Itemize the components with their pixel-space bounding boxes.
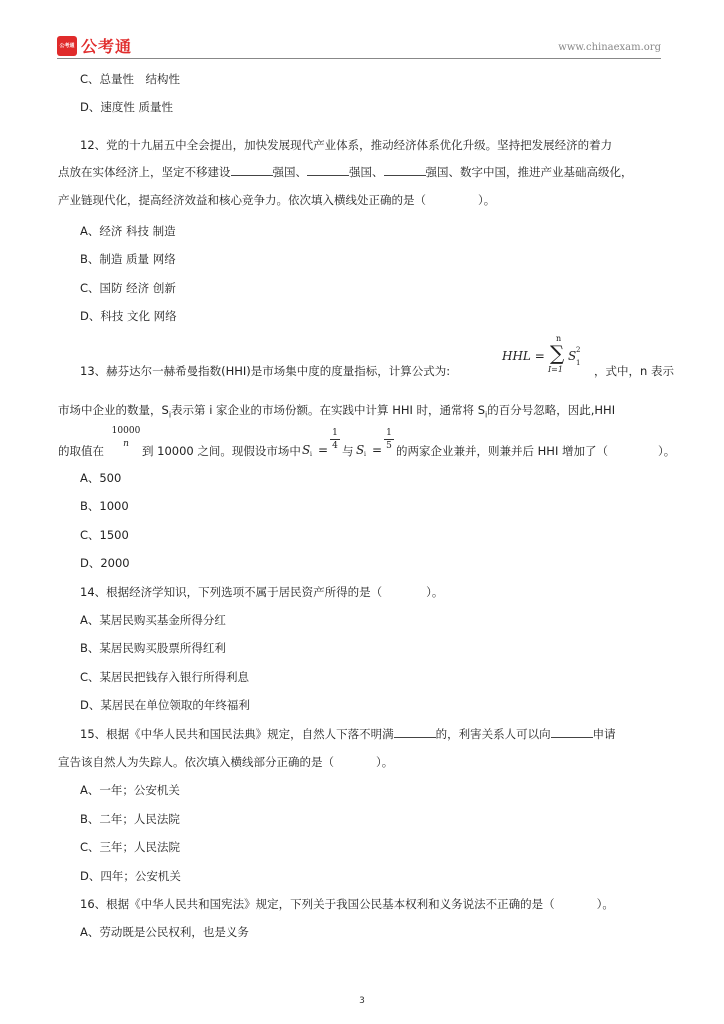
page-header — [57, 34, 661, 58]
q13-stem-line-3d: 的两家企业兼并，则兼并后 HHI 增加了（ ）。 — [396, 444, 676, 458]
q16-stem: 16、根据《中华人民共和国宪法》规定，下列关于我国公民基本权利和义务说法不正确的是（ ）。 — [80, 897, 614, 911]
q13-stem-line-1b: ，式中，n 表示 — [594, 364, 674, 378]
header-divider — [57, 58, 661, 59]
q13-option-c: C、1500 — [80, 528, 129, 542]
q14-stem: 14、根据经济学知识，下列选项不属于居民资产所得的是（ ）。 — [80, 585, 444, 599]
q11-option-c: C、总量性 结构性 — [80, 72, 181, 86]
q13-stem-conj: 与 — [342, 444, 354, 458]
q13-stem-line-3b: 到 10000 之间。现假设市场中 — [142, 444, 301, 458]
site-url: www.chinaexam.org — [558, 42, 661, 53]
q12-option-b: B、制造 质量 网络 — [80, 252, 176, 266]
q15-option-a: A、一年；公安机关 — [80, 783, 180, 797]
q15-stem-line-1: 15、根据《中华人民共和国民法典》规定，自然人下落不明满 的，利害关系人可以向 申请 — [80, 727, 616, 741]
q12-option-d: D、科技 文化 网络 — [80, 309, 177, 323]
q12-option-a: A、经济 科技 制造 — [80, 224, 176, 238]
page-number: 3 — [359, 996, 365, 1006]
q11-option-d: D、速度性 质量性 — [80, 100, 174, 114]
q14-option-d: D、某居民在单位领取的年终福利 — [80, 698, 250, 712]
q15-stem-line-2: 宣告该自然人为失踪人。依次填入横线部分正确的是（ ）。 — [58, 755, 394, 769]
q14-option-a: A、某居民购买基金所得分红 — [80, 613, 226, 627]
answer-blank — [307, 164, 349, 176]
brand-logo — [57, 34, 132, 57]
fraction-10000-over-n: 10000 n — [111, 426, 141, 449]
q13-stem-line-3a: 的取值在 — [58, 444, 104, 458]
answer-blank — [394, 726, 436, 738]
logo-badge-icon: 公考通 — [57, 36, 77, 56]
q13-option-d: D、2000 — [80, 556, 130, 570]
answer-blank — [231, 164, 273, 176]
logo-text: 公考通 — [81, 37, 133, 56]
q14-option-c: C、某居民把钱存入银行所得利息 — [80, 670, 250, 684]
answer-blank — [551, 726, 593, 738]
q12-stem-line-3: 产业链现代化，提高经济效益和核心竞争力。依次填入横线处正确的是（ ）。 — [58, 193, 496, 207]
q14-option-b: B、某居民购买股票所得红利 — [80, 641, 226, 655]
q12-stem-line-1: 12、党的十九届五中全会提出，加快发展现代产业体系，推动经济体系优化升级。坚持把发展经济的着力 — [80, 138, 613, 152]
q15-option-c: C、三年；人民法院 — [80, 840, 181, 854]
q13-option-a: A、500 — [80, 471, 122, 485]
q13-option-b: B、1000 — [80, 499, 129, 513]
q13-stem-line-2: 市场中企业的数量，$S_i$表示第 i 家企业的市场份额。在实践中计算 HHI 时，通常将 $S_i$的百分号忽略，因此,HHI — [58, 403, 616, 420]
q16-option-a: A、劳动既是公民权利，也是义务 — [80, 925, 249, 939]
answer-blank — [384, 164, 426, 176]
summation-symbol: ∑ — [550, 341, 565, 365]
q15-option-d: D、四年；公安机关 — [80, 869, 181, 883]
q12-option-c: C、国防 经济 创新 — [80, 281, 176, 295]
q13-stem-line-1a: 13、赫芬达尔一赫希曼指数(HHI)是市场集中度的度量指标，计算公式为: — [80, 364, 451, 378]
q15-option-b: B、二年；人民法院 — [80, 812, 180, 826]
q12-stem-line-2: 点放在实体经济上，坚定不移建设 强国、 强国、 强国、数字中国，推进产业基础高级化， — [58, 165, 633, 179]
